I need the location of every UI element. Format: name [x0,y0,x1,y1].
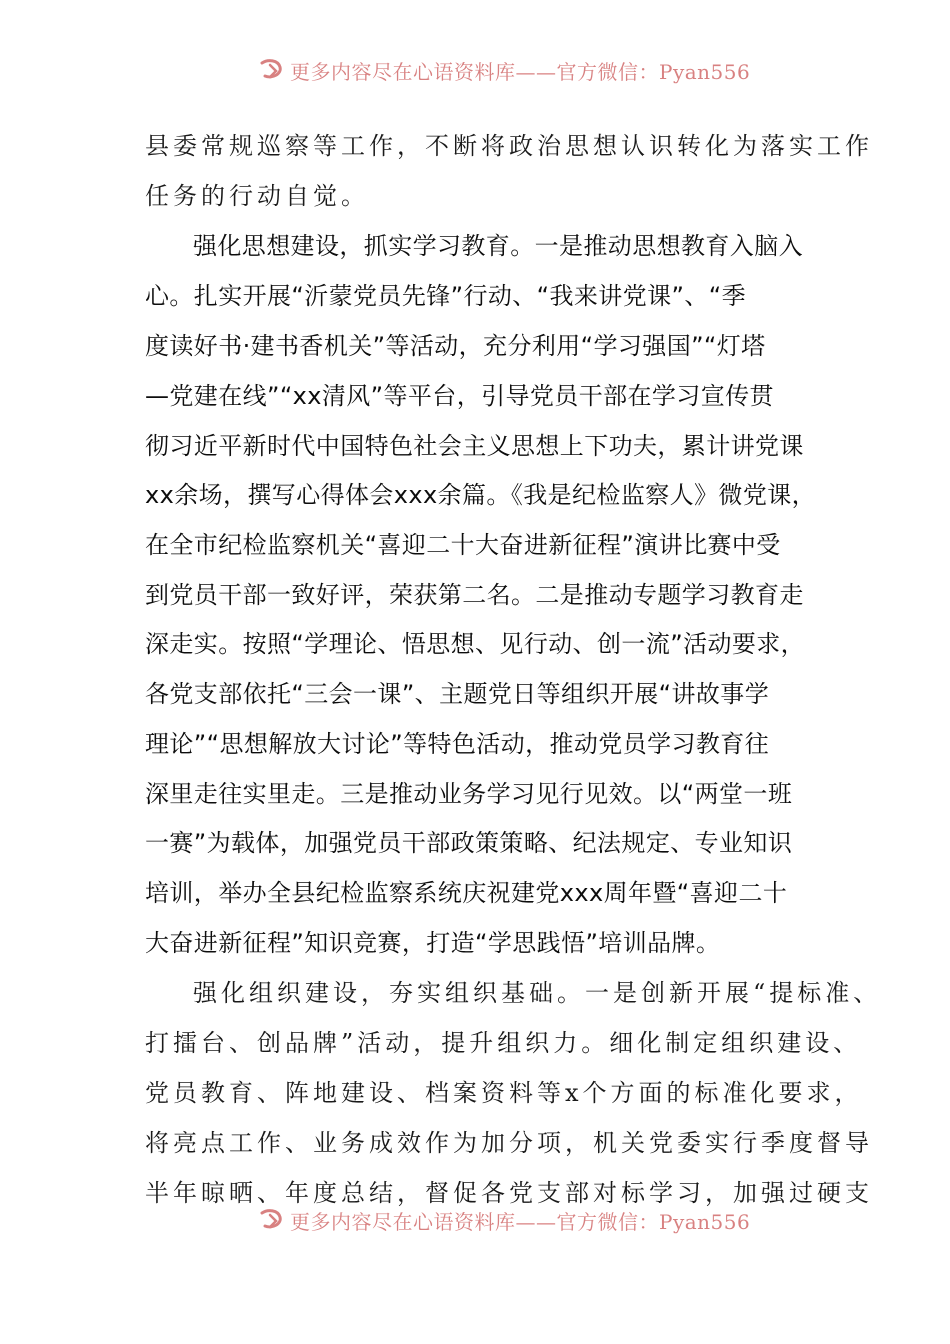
watermark-footer [258,1207,750,1233]
text-line: 打擂台、创品牌”活动，提升组织力。细化制定组织建设、 [145,1029,862,1057]
text-line: 党员教育、阵地建设、档案资料等x个方面的标准化要求， [145,1079,863,1107]
text-line: 在全市纪检监察机关“喜迎二十大奋进新征程”演讲比赛中受 [145,531,781,559]
paragraph-start: 强化思想建设，抓实学习教育。一是推动思想教育入脑入 [193,232,803,260]
text-line: 心。扎实开展“沂蒙党员先锋”行动、“我来讲党课”、“季 [145,282,746,310]
watermark-text: 更多内容尽在心语资料库——官方微信：Pyan556 [290,1209,751,1234]
watermark-logo-icon [258,1207,288,1233]
text-line: 任务的行动自觉。 [145,182,369,210]
watermark-logo-icon [258,57,288,83]
text-line: 半年晾晒、年度总结，督促各党支部对标学习，加强过硬支 [145,1179,873,1207]
text-line: 一赛”为载体，加强党员干部政策策略、纪法规定、专业知识 [145,829,793,857]
text-line: 将亮点工作、业务成效作为加分项，机关党委实行季度督导 [145,1129,873,1157]
text-line: 到党员干部一致好评，荣获第二名。二是推动专题学习教育走 [145,581,804,609]
text-line: 县委常规巡察等工作，不断将政治思想认识转化为落实工作 [145,132,873,160]
text-line: 理论”“思想解放大讨论”等特色活动，推动党员学习教育往 [145,730,770,758]
text-line: —党建在线”“xx清风”等平台，引导党员干部在学习宣传贯 [145,382,774,410]
text-line: 培训，举办全县纪检监察系统庆祝建党xxx周年暨“喜迎二十 [145,879,788,907]
text-line: 各党支部依托“三会一课”、主题党日等组织开展“讲故事学 [145,680,770,708]
text-line: 彻习近平新时代中国特色社会主义思想上下功夫，累计讲党课 [145,432,804,460]
text-line: 大奋进新征程”知识竞赛，打造“学思践悟”培训品牌。 [145,929,721,957]
paragraph-start: 强化组织建设，夯实组织基础。一是创新开展“提标准、 [193,979,882,1007]
text-line: 度读好书·建书香机关”等活动，充分利用“学习强国”“灯塔 [145,332,766,360]
text-line: 深走实。按照“学理论、悟思想、见行动、创一流”活动要求， [145,630,806,658]
text-line: xx余场，撰写心得体会xxx余篇。《我是纪检监察人》微党课， [145,481,817,509]
text-line: 深里走往实里走。三是推动业务学习见行见效。以“两堂一班 [145,780,793,808]
watermark-header [258,57,750,83]
watermark-text: 更多内容尽在心语资料库——官方微信：Pyan556 [290,59,751,84]
